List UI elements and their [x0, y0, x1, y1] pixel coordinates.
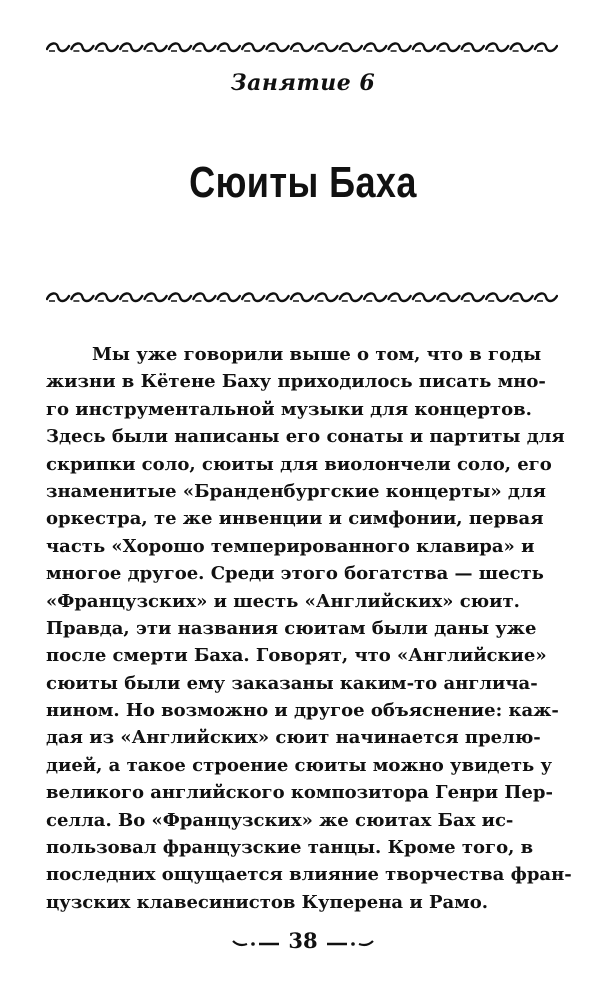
text-line: Здесь были написаны его сонаты и партиты для: [46, 426, 565, 448]
page-number: 38: [288, 928, 318, 953]
text-line: го инструментальной музыки для концертов.: [46, 398, 532, 420]
bottom-ornament-border: [46, 290, 558, 306]
text-line: скрипки соло, сюиты для виолончели соло, его: [46, 453, 552, 475]
top-ornament-border: [46, 40, 558, 56]
text-line: великого английского композитора Генри Пер-: [46, 782, 553, 804]
text-line: часть «Хорошо темперированного клавира» и: [46, 535, 535, 557]
lesson-label: Занятие 6: [230, 70, 376, 96]
body-text: [46, 341, 572, 916]
page-footer: [0, 928, 606, 958]
text-line: многое другое. Среди этого богатства — шесть: [46, 563, 544, 585]
text-line: сюиты были ему заказаны каким-то англича-: [46, 672, 538, 694]
text-line: оркестра, те же инвенции и симфонии, первая: [46, 508, 544, 530]
text-line: дией, а такое строение сюиты можно увидеть у: [46, 754, 553, 776]
text-line: дая из «Английских» сюит начинается прелю-: [46, 727, 541, 749]
text-line: жизни в Кётене Баху приходилось писать мно-: [46, 371, 546, 393]
text-line: после смерти Баха. Говорят, что «Английские»: [46, 645, 547, 667]
text-line: селла. Во «Французских» же сюитах Бах ис-: [46, 809, 514, 831]
text-line: пользовал французские танцы. Кроме того, в: [46, 837, 534, 859]
footer-ornament-left: [231, 936, 281, 950]
text-line: Правда, эти названия сюитам были даны уже: [46, 617, 537, 639]
text-line: Мы уже говорили выше о том, что в годы: [92, 344, 542, 365]
footer-ornament-right: [325, 936, 375, 950]
text-line: нином. Но возможно и другое объяснение: каж-: [46, 700, 559, 722]
text-line: знаменитые «Бранденбургские концерты» для: [46, 480, 546, 502]
text-line: последних ощущается влияние творчества фран-: [46, 864, 572, 886]
text-line: «Французских» и шесть «Английских» сюит.: [46, 590, 520, 612]
text-line: цузских клавесинистов Куперена и Рамо.: [46, 891, 489, 913]
chapter-title: Сюиты Баха: [189, 158, 417, 207]
